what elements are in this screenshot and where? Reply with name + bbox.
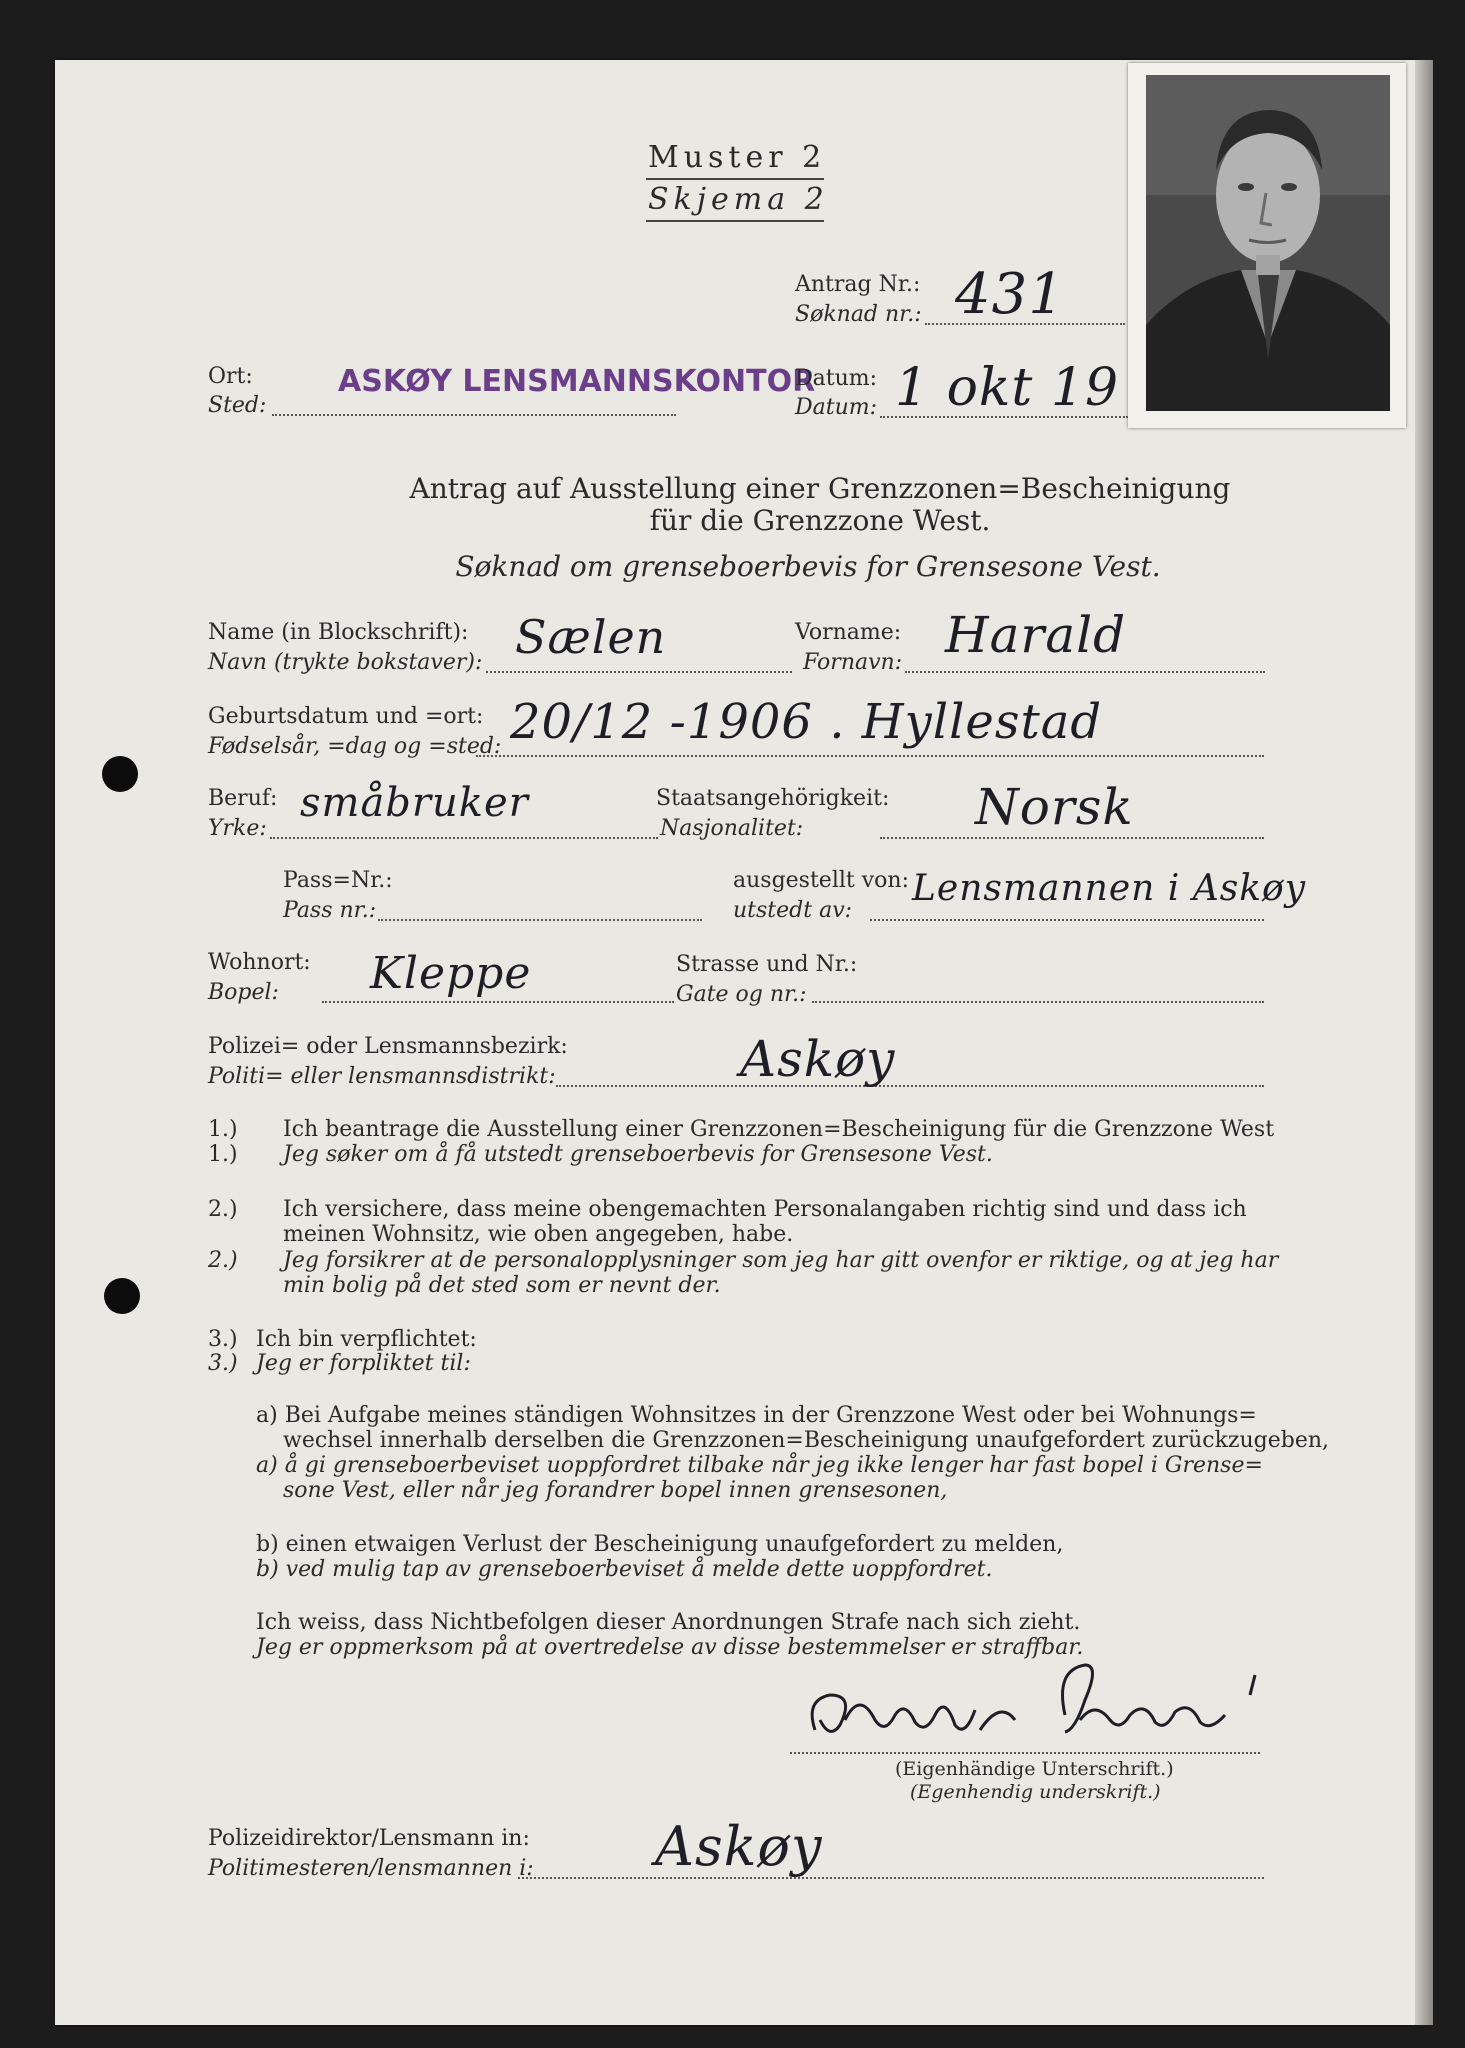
- clause2-de-1: Ich versichere, dass meine obengemachten Personalangaben richtig sind und dass ich: [283, 1197, 1247, 1222]
- bezirk-line: [556, 1085, 1264, 1087]
- vorname-label-no: Fornavn:: [803, 650, 903, 675]
- clause3-no: Jeg er forpliktet til:: [256, 1351, 471, 1376]
- ausgestellt-line: [870, 919, 1264, 921]
- wohnort-line: [322, 1001, 674, 1003]
- staat-label-no: Nasjonalitet:: [660, 816, 804, 841]
- clause3b-de: b) einen etwaigen Verlust der Bescheinigung unaufgefordert zu melden,: [256, 1532, 1064, 1557]
- clause2-no-1: Jeg forsikrer at de personalopplysninger som jeg har gitt ovenfor er riktige, og at jeg har: [283, 1248, 1279, 1273]
- ort-stamp: ASKØY LENSMANNSKONTOR: [338, 364, 816, 399]
- warning-de: Ich weiss, dass Nichtbefolgen dieser Anordnungen Strafe nach sich zieht.: [256, 1610, 1081, 1635]
- clause1-de: Ich beantrage die Ausstellung einer Grenzzonen=Bescheinigung für die Grenzzone West: [283, 1117, 1275, 1142]
- muster-label: Muster 2: [648, 140, 827, 175]
- datum-label-de: Datum:: [795, 366, 878, 391]
- pass-label-de: Pass=Nr.:: [283, 868, 393, 893]
- clause3-de: Ich bin verpflichtet:: [256, 1327, 477, 1352]
- name-value: Sælen: [515, 610, 667, 664]
- clause2-num-no: 2.): [208, 1248, 238, 1273]
- clause3a-no-1: a) å gi grenseboerbeviset uoppfordret tilbake når jeg ikke lenger har fast bopel i Grense=: [256, 1453, 1263, 1478]
- staat-line: [880, 837, 1264, 839]
- beruf-line: [270, 837, 658, 839]
- ausgestellt-label-de: ausgestellt von:: [733, 868, 909, 893]
- bezirk-label-no: Politi= eller lensmannsdistrikt:: [208, 1064, 556, 1089]
- clause3a-de-1: a) Bei Aufgabe meines ständigen Wohnsitzes in der Grenzzone West oder bei Wohnungs=: [256, 1403, 1257, 1428]
- footer-value: Askøy: [655, 1815, 823, 1878]
- ausgestellt-value: Lensmannen i Askøy: [912, 868, 1307, 909]
- ort-label-de: Ort:: [208, 364, 253, 389]
- punch-hole: [104, 1278, 140, 1314]
- bezirk-label-de: Polizei= oder Lensmannsbezirk:: [208, 1034, 568, 1059]
- clause3-num-no: 3.): [208, 1351, 238, 1376]
- clause2-de-2: meinen Wohnsitz, wie oben angegeben, habe.: [283, 1222, 794, 1247]
- pass-label-no: Pass nr.:: [283, 898, 377, 923]
- clause1-num-no: 1.): [208, 1142, 238, 1167]
- signature-line: [790, 1752, 1260, 1754]
- ausgestellt-label-no: utstedt av:: [733, 898, 853, 923]
- footer-line: [518, 1877, 1264, 1879]
- staat-value: Norsk: [975, 778, 1134, 836]
- datum-value: 1 okt 19: [895, 358, 1120, 418]
- strasse-label-no: Gate og nr.:: [676, 982, 807, 1007]
- geburt-label-de: Geburtsdatum und =ort:: [208, 704, 484, 729]
- title-de-line1: Antrag auf Ausstellung einer Grenzzonen=Bescheinigung: [409, 472, 1231, 505]
- handwritten-signature: [800, 1660, 1280, 1755]
- geburt-label-no: Fødselsår, =dag og =sted:: [208, 734, 502, 759]
- vorname-label-de: Vorname:: [795, 620, 902, 645]
- wohnort-value: Kleppe: [370, 948, 532, 999]
- clause2-no-2: min bolig på det sted som er nevnt der.: [283, 1273, 721, 1298]
- ort-label-no: Sted:: [208, 393, 267, 418]
- beruf-value: småbruker: [300, 780, 529, 826]
- datum-label-no: Datum:: [795, 395, 878, 420]
- skjema-label: Skjema 2: [648, 182, 829, 217]
- warning-no: Jeg er oppmerksom på at overtredelse av disse bestemmelser er straffbar.: [256, 1635, 1084, 1660]
- header-underline: [646, 220, 824, 222]
- name-label-de: Name (in Blockschrift):: [208, 620, 469, 645]
- antrag-label-de: Antrag Nr.:: [795, 272, 921, 297]
- clause3a-de-2: wechsel innerhalb derselben die Grenzzonen=Bescheinigung unaufgefordert zurückzugeben,: [283, 1428, 1330, 1453]
- beruf-label-no: Yrke:: [208, 816, 267, 841]
- name-line: [486, 671, 792, 673]
- antrag-label-no: Søknad nr.:: [795, 302, 922, 327]
- clause1-no: Jeg søker om å få utstedt grenseboerbevis for Grensesone Vest.: [283, 1142, 993, 1167]
- clause3a-no-2: sone Vest, eller når jeg forandrer bopel innen grensesonen,: [283, 1478, 948, 1503]
- passport-photo: [1128, 63, 1406, 428]
- vorname-line: [905, 671, 1265, 673]
- geburt-value: 20/12 -1906 . Hyllestad: [510, 694, 1103, 750]
- header-underline: [646, 178, 824, 180]
- clause2-num: 2.): [208, 1197, 238, 1222]
- footer-label-no: Politimesteren/lensmannen i:: [208, 1856, 534, 1881]
- title-no: Søknad om grenseboerbevis for Grensesone Vest.: [455, 550, 1161, 583]
- clause1-num: 1.): [208, 1117, 238, 1142]
- signature-label-no: (Egenhendig underskrift.): [910, 1781, 1161, 1803]
- ort-line: [272, 414, 676, 416]
- wohnort-label-no: Bopel:: [208, 980, 279, 1005]
- paper-edge: [1415, 60, 1433, 2025]
- bezirk-value: Askøy: [740, 1030, 896, 1088]
- footer-label-de: Polizeidirektor/Lensmann in:: [208, 1826, 530, 1851]
- clause3b-no: b) ved mulig tap av grenseboerbeviset å melde dette uoppfordret.: [256, 1557, 993, 1582]
- clause3-num: 3.): [208, 1327, 238, 1352]
- antrag-value: 431: [955, 262, 1065, 327]
- geburt-line: [476, 755, 1264, 757]
- title-de-line2: für die Grenzzone West.: [649, 504, 991, 537]
- signature-label-de: (Eigenhändige Unterschrift.): [895, 1758, 1174, 1780]
- wohnort-label-de: Wohnort:: [208, 950, 311, 975]
- beruf-label-de: Beruf:: [208, 786, 278, 811]
- strasse-label-de: Strasse und Nr.:: [676, 952, 858, 977]
- staat-label-de: Staatsangehörigkeit:: [656, 786, 890, 811]
- pass-line: [378, 919, 702, 921]
- punch-hole: [102, 756, 138, 792]
- strasse-line: [812, 1001, 1264, 1003]
- portrait-image: [1146, 75, 1390, 411]
- vorname-value: Harald: [945, 606, 1127, 664]
- name-label-no: Navn (trykte bokstaver):: [208, 650, 483, 675]
